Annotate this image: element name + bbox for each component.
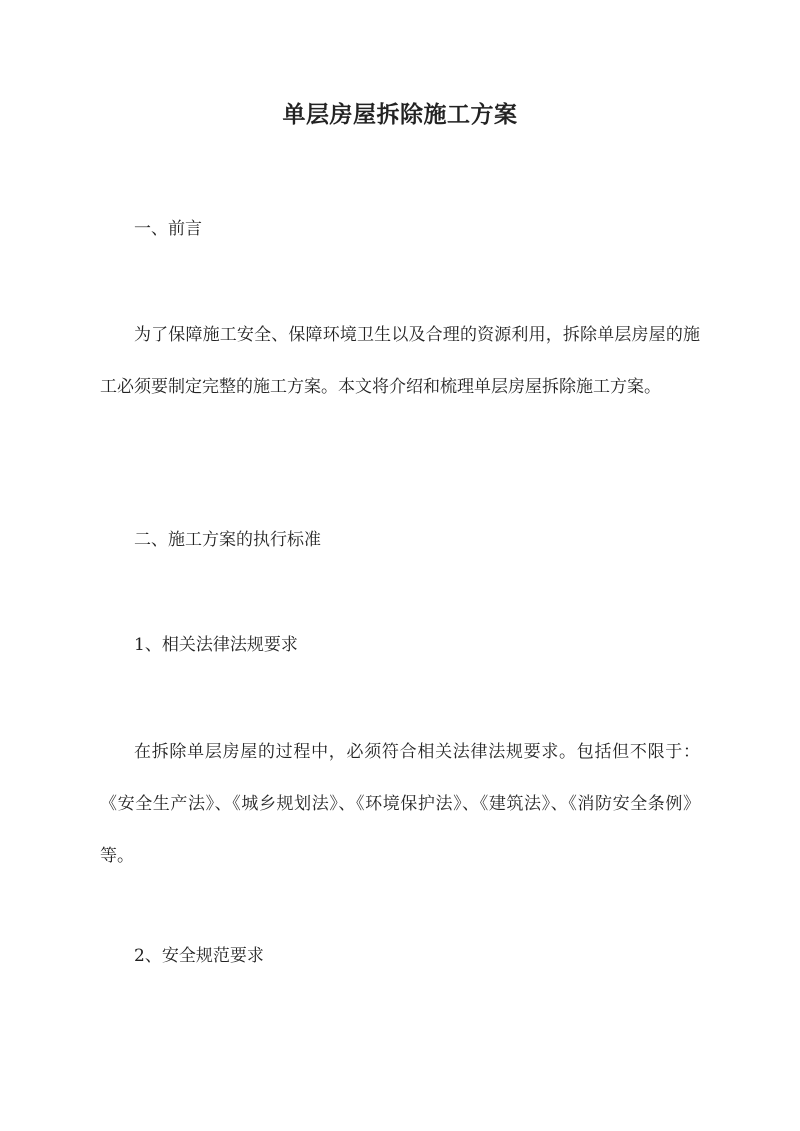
subsection-heading-laws: 1、相关法律法规要求 — [134, 635, 298, 655]
subsection-heading-safety: 2、安全规范要求 — [134, 946, 264, 966]
section-heading-standards: 二、施工方案的执行标准 — [134, 530, 321, 550]
document-title: 单层房屋拆除施工方案 — [282, 101, 518, 128]
paragraph-preface: 为了保障施工安全、保障环境卫生以及合理的资源利用，拆除单层房屋的施工必须要制定完整的施工方案。本文将介绍和梳理单层房屋拆除施工方案。 — [100, 325, 700, 397]
section-heading-preface: 一、前言 — [134, 219, 202, 239]
paragraph-laws: 在拆除单层房屋的过程中，必须符合相关法律法规要求。包括但不限于：《安全生产法》、《城乡规划法》、《环境保护法》、《建筑法》、《消防安全条例》等。 — [100, 742, 700, 866]
